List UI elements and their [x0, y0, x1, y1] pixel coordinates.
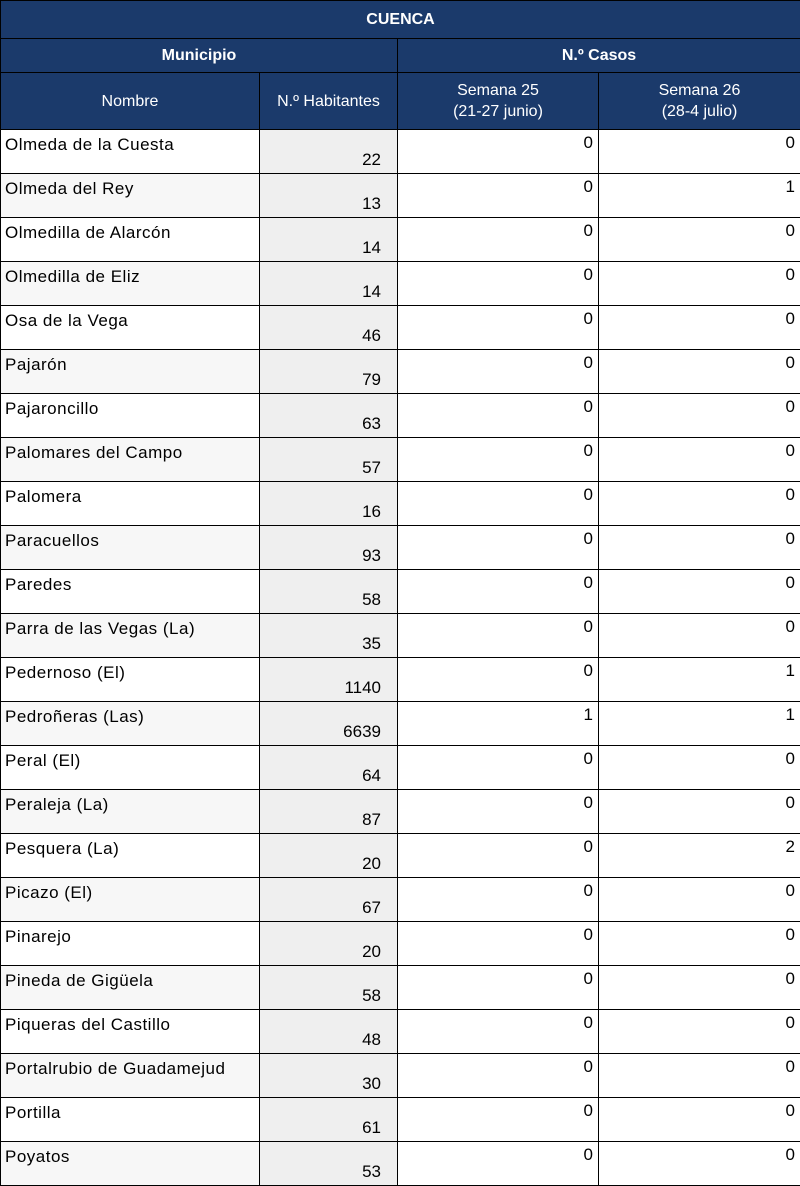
municipio-name: Poyatos — [1, 1142, 260, 1186]
habitantes-value: 63 — [260, 394, 398, 438]
semana25-value: 0 — [398, 306, 599, 350]
municipio-name: Pineda de Gigüela — [1, 966, 260, 1010]
region-title: CUENCA — [1, 1, 800, 39]
semana25-value: 0 — [398, 482, 599, 526]
habitantes-value: 22 — [260, 130, 398, 174]
table-row — [1, 1054, 800, 1098]
municipio-name: Pedroñeras (Las) — [1, 702, 260, 746]
habitantes-value: 20 — [260, 922, 398, 966]
habitantes-value: 58 — [260, 570, 398, 614]
table-row — [1, 438, 800, 482]
habitantes-value: 48 — [260, 1010, 398, 1054]
semana25-title: Semana 25 — [398, 80, 598, 101]
municipio-name: Pesquera (La) — [1, 834, 260, 878]
municipio-name: Piqueras del Castillo — [1, 1010, 260, 1054]
habitantes-value: 1140 — [260, 658, 398, 702]
habitantes-value: 79 — [260, 350, 398, 394]
semana25-value: 1 — [398, 702, 599, 746]
municipio-name: Palomera — [1, 482, 260, 526]
habitantes-value: 64 — [260, 746, 398, 790]
habitantes-value: 30 — [260, 1054, 398, 1098]
semana25-value: 0 — [398, 1010, 599, 1054]
table-row — [1, 1098, 800, 1142]
semana25-header — [398, 73, 599, 130]
semana25-value: 0 — [398, 966, 599, 1010]
semana26-value: 0 — [599, 482, 800, 526]
semana26-title: Semana 26 — [599, 80, 800, 101]
semana26-value: 0 — [599, 1010, 800, 1054]
semana26-value: 0 — [599, 966, 800, 1010]
habitantes-value: 16 — [260, 482, 398, 526]
table-row — [1, 1010, 800, 1054]
municipio-name: Peral (El) — [1, 746, 260, 790]
municipio-name: Paracuellos — [1, 526, 260, 570]
table-row — [1, 174, 800, 218]
semana26-value: 0 — [599, 570, 800, 614]
semana25-value: 0 — [398, 218, 599, 262]
habitantes-value: 20 — [260, 834, 398, 878]
semana25-value: 0 — [398, 174, 599, 218]
semana25-value: 0 — [398, 350, 599, 394]
table-row — [1, 570, 800, 614]
municipio-group-header: Municipio — [1, 39, 398, 73]
table-row — [1, 614, 800, 658]
semana26-value: 0 — [599, 1142, 800, 1186]
table-row — [1, 350, 800, 394]
municipio-name: Picazo (El) — [1, 878, 260, 922]
table-row — [1, 834, 800, 878]
municipio-name: Palomares del Campo — [1, 438, 260, 482]
semana25-value: 0 — [398, 1054, 599, 1098]
habitantes-value: 14 — [260, 262, 398, 306]
table-row — [1, 130, 800, 174]
semana26-value: 0 — [599, 1098, 800, 1142]
habitantes-value: 53 — [260, 1142, 398, 1186]
semana25-value: 0 — [398, 526, 599, 570]
semana25-value: 0 — [398, 834, 599, 878]
semana26-value: 0 — [599, 614, 800, 658]
table-row — [1, 966, 800, 1010]
table-row — [1, 878, 800, 922]
table-row — [1, 1142, 800, 1186]
semana25-value: 0 — [398, 570, 599, 614]
municipio-name: Olmedilla de Eliz — [1, 262, 260, 306]
habitantes-header: N.º Habitantes — [260, 73, 398, 130]
table-row — [1, 306, 800, 350]
semana26-value: 0 — [599, 878, 800, 922]
table-row — [1, 702, 800, 746]
table-row — [1, 262, 800, 306]
table-body — [1, 130, 800, 1186]
municipio-name: Pajarón — [1, 350, 260, 394]
municipio-name: Parra de las Vegas (La) — [1, 614, 260, 658]
habitantes-value: 6639 — [260, 702, 398, 746]
municipio-name: Peraleja (La) — [1, 790, 260, 834]
semana25-value: 0 — [398, 394, 599, 438]
habitantes-value: 58 — [260, 966, 398, 1010]
table-row — [1, 746, 800, 790]
municipio-name: Pinarejo — [1, 922, 260, 966]
semana26-value: 0 — [599, 526, 800, 570]
nombre-header: Nombre — [1, 73, 260, 130]
semana25-value: 0 — [398, 658, 599, 702]
municipio-name: Osa de la Vega — [1, 306, 260, 350]
semana26-value: 0 — [599, 394, 800, 438]
habitantes-value: 87 — [260, 790, 398, 834]
habitantes-value: 61 — [260, 1098, 398, 1142]
table-row — [1, 790, 800, 834]
semana25-value: 0 — [398, 438, 599, 482]
casos-group-header: N.º Casos — [398, 39, 800, 73]
municipio-name: Portilla — [1, 1098, 260, 1142]
municipio-name: Paredes — [1, 570, 260, 614]
municipio-name: Olmedilla de Alarcón — [1, 218, 260, 262]
semana26-value: 0 — [599, 790, 800, 834]
semana26-value: 1 — [599, 702, 800, 746]
habitantes-value: 46 — [260, 306, 398, 350]
habitantes-value: 13 — [260, 174, 398, 218]
semana26-value: 0 — [599, 262, 800, 306]
semana25-value: 0 — [398, 614, 599, 658]
habitantes-value: 14 — [260, 218, 398, 262]
semana25-value: 0 — [398, 922, 599, 966]
table-row — [1, 482, 800, 526]
semana26-value: 0 — [599, 306, 800, 350]
table-row — [1, 394, 800, 438]
table-row — [1, 526, 800, 570]
table-row — [1, 658, 800, 702]
semana25-value: 0 — [398, 130, 599, 174]
habitantes-value: 67 — [260, 878, 398, 922]
semana26-value: 0 — [599, 350, 800, 394]
semana26-range: (28-4 julio) — [599, 101, 800, 122]
semana25-value: 0 — [398, 1098, 599, 1142]
semana25-value: 0 — [398, 746, 599, 790]
municipio-name: Olmeda del Rey — [1, 174, 260, 218]
semana26-value: 0 — [599, 438, 800, 482]
semana26-value: 1 — [599, 174, 800, 218]
semana26-value: 0 — [599, 130, 800, 174]
habitantes-value: 93 — [260, 526, 398, 570]
table-row — [1, 922, 800, 966]
municipio-name: Pedernoso (El) — [1, 658, 260, 702]
municipio-name: Olmeda de la Cuesta — [1, 130, 260, 174]
semana26-header — [599, 73, 800, 130]
semana25-value: 0 — [398, 262, 599, 306]
habitantes-value: 57 — [260, 438, 398, 482]
semana26-value: 0 — [599, 746, 800, 790]
semana25-value: 0 — [398, 878, 599, 922]
municipio-name: Pajaroncillo — [1, 394, 260, 438]
semana26-value: 2 — [599, 834, 800, 878]
semana25-value: 0 — [398, 790, 599, 834]
municipio-name: Portalrubio de Guadamejud — [1, 1054, 260, 1098]
semana26-value: 0 — [599, 1054, 800, 1098]
semana25-value: 0 — [398, 1142, 599, 1186]
habitantes-value: 35 — [260, 614, 398, 658]
table-row — [1, 218, 800, 262]
semana25-range: (21-27 junio) — [398, 101, 598, 122]
semana26-value: 0 — [599, 218, 800, 262]
semana26-value: 1 — [599, 658, 800, 702]
semana26-value: 0 — [599, 922, 800, 966]
